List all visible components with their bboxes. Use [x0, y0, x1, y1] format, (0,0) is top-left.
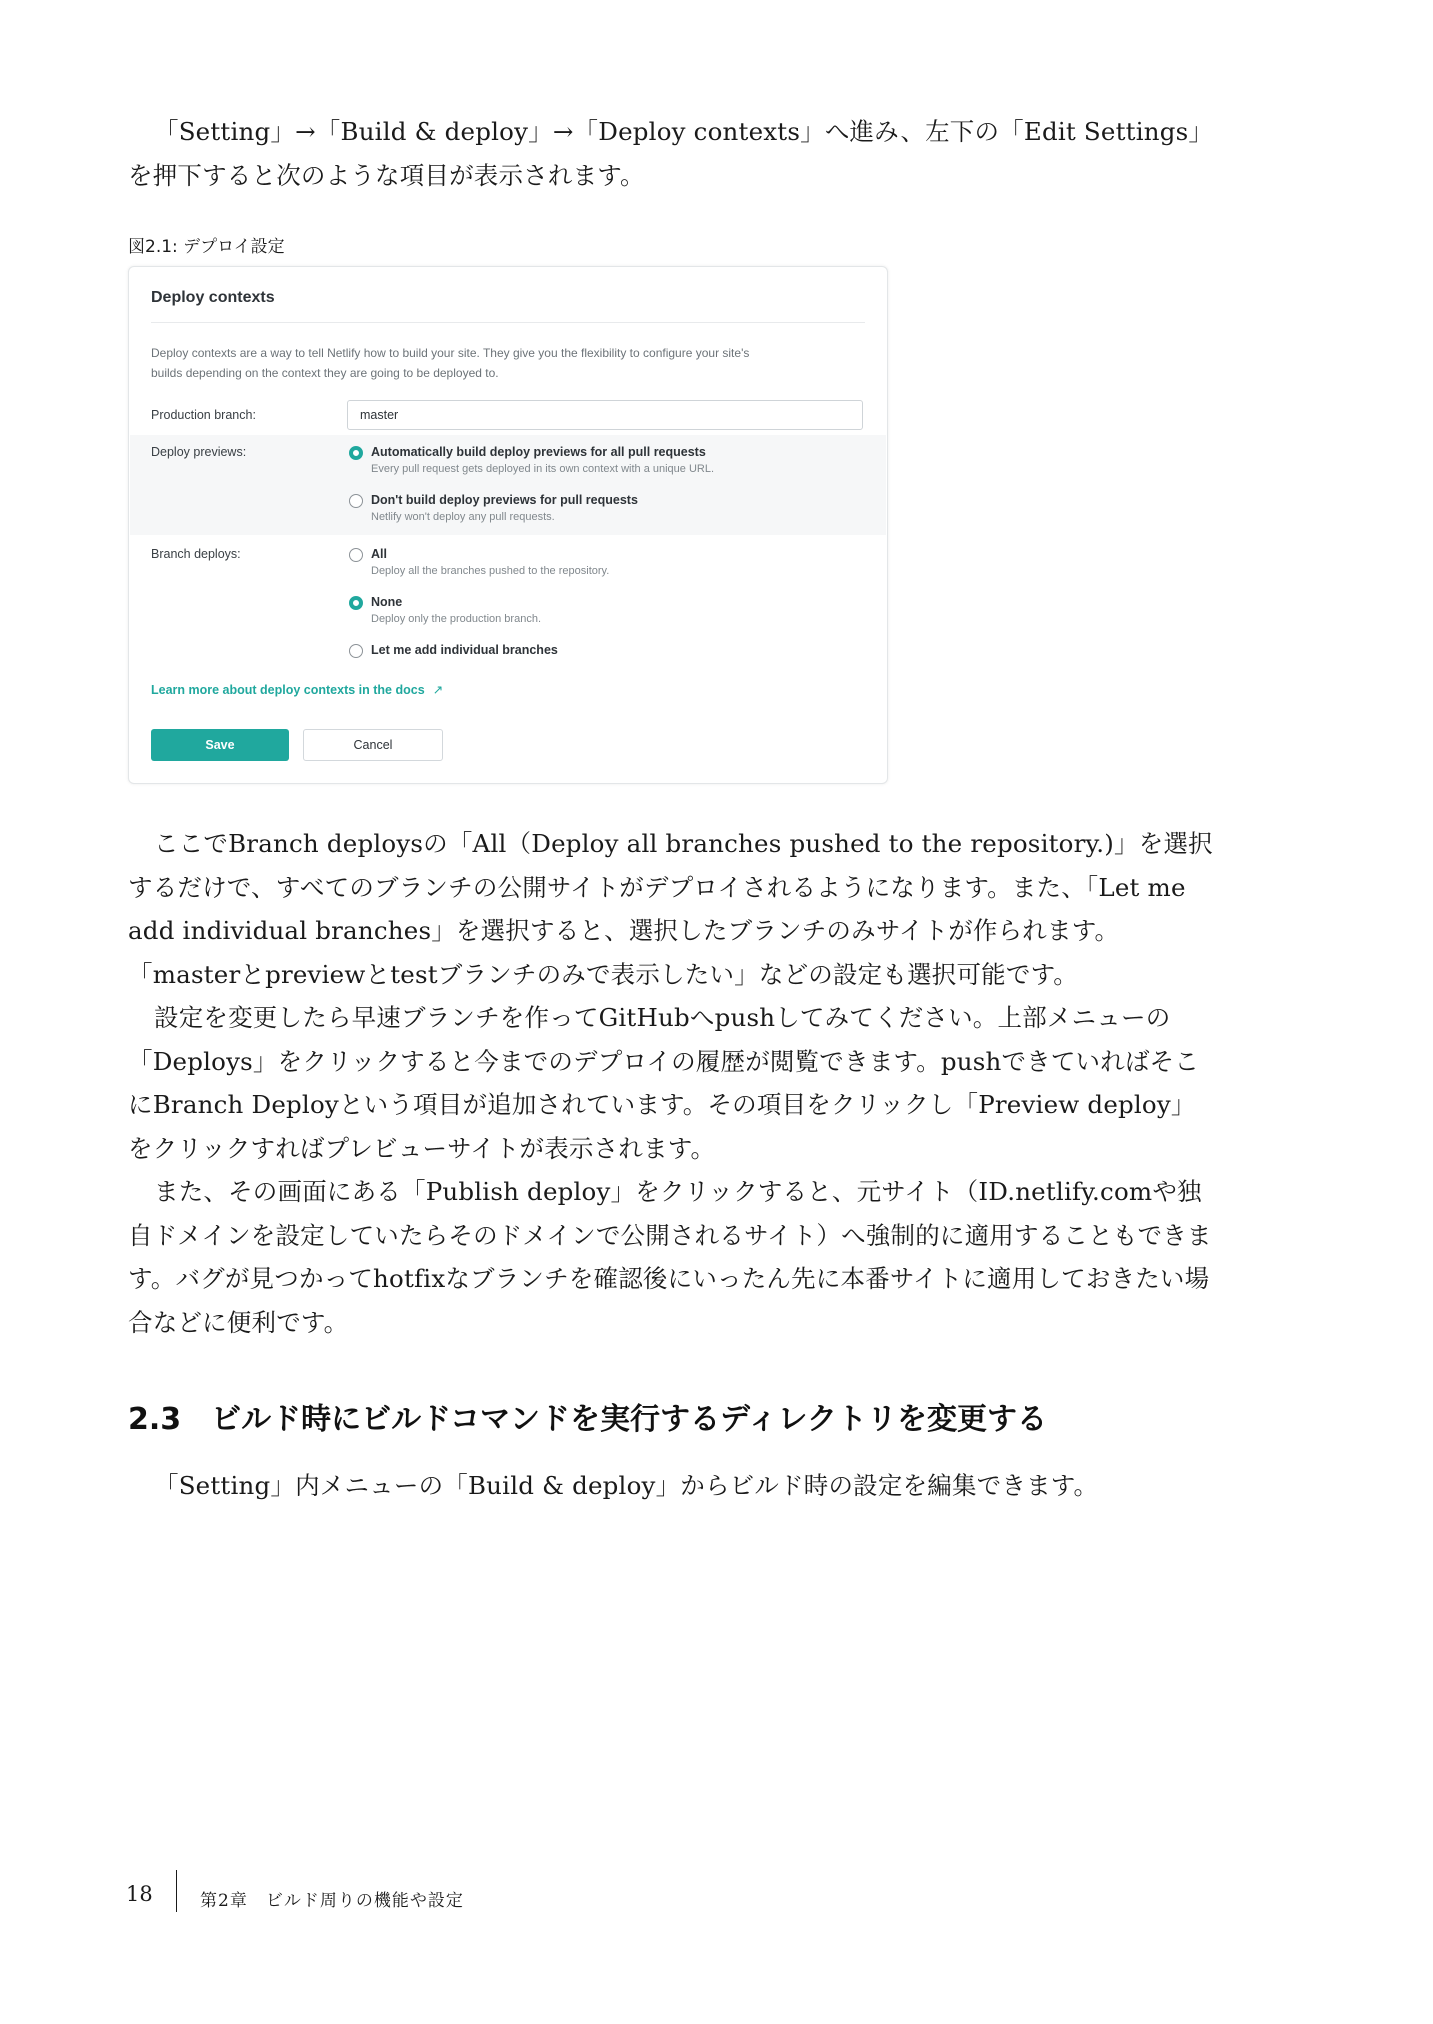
option-title: None	[371, 595, 403, 609]
learn-more-text[interactable]: Learn more about deploy contexts in the docs	[151, 683, 425, 697]
option-description: Deploy all the branches pushed to the repository.	[371, 565, 610, 577]
option-title: All	[371, 547, 387, 561]
radio-selected-icon[interactable]	[349, 596, 363, 610]
intro-paragraph: 「Setting」→「Build & deploy」→「Deploy contexts」へ進み、左下の「Edit Settings」を押下すると次のような項目が表示されます。	[128, 117, 1214, 190]
footer-divider	[176, 1870, 177, 1912]
radio-unselected-icon[interactable]	[349, 548, 363, 562]
option-description: Every pull request gets deployed in its own context with a unique URL.	[371, 463, 715, 475]
cancel-button[interactable]: Cancel	[303, 729, 443, 761]
page-number: 18	[126, 1882, 153, 1906]
option-description: Deploy only the production branch.	[371, 613, 541, 625]
branch-deploys-label: Branch deploys:	[151, 547, 241, 561]
option-title: Don't build deploy previews for pull requests	[371, 493, 638, 507]
option-title: Let me add individual branches	[371, 643, 558, 657]
deploy-contexts-figure	[128, 266, 888, 784]
deploys-history-paragraph: 設定を変更したら早速ブランチを作ってGitHubへpushしてみてください。上部メニューの「Deploys」をクリックすると今までのデプロイの履歴が閲覧できます。pushできていればそこにBranch Deployという項目が追加されています。その項目をクリックし「Preview deploy」をクリックすればプレビューサイトが表示されます。	[128, 1003, 1200, 1163]
figure-caption: 図2.1: デプロイ設定	[128, 237, 285, 257]
panel-title: Deploy contexts	[151, 289, 275, 306]
chapter-title: 第2章 ビルド周りの機能や設定	[200, 1891, 464, 1911]
radio-unselected-icon[interactable]	[349, 494, 363, 508]
deploy-previews-label: Deploy previews:	[151, 445, 247, 459]
radio-selected-icon[interactable]	[349, 446, 363, 460]
section-heading	[128, 1394, 1047, 1438]
radio-unselected-icon[interactable]	[349, 644, 363, 658]
external-link-arrow-icon: ↗	[432, 683, 444, 697]
publish-deploy-paragraph: また、その画面にある「Publish deploy」をクリックすると、元サイト（ID.netlify.comや独自ドメインを設定していたらそのドメインで公開されるサイト）へ強制的に適用することもできます。バグが見つかってhotfixなブランチを確認後にいったん先に本番サイトに適用しておきたい場合などに便利です。	[128, 1177, 1212, 1337]
option-description: Netlify won't deploy any pull requests.	[371, 511, 555, 523]
option-title: Automatically build deploy previews for all pull requests	[371, 445, 706, 459]
panel-description: Deploy contexts are a way to tell Netlify how to build your site. They give you the flexibility to configure your site's builds depending on the context they are going to be deployed to.	[151, 346, 750, 380]
build-settings-paragraph: 「Setting」内メニューの「Build & deploy」からビルド時の設定を編集できます。	[154, 1471, 1099, 1500]
panel-divider	[151, 322, 865, 323]
save-button[interactable]: Save	[151, 729, 289, 761]
branch-deploys-paragraph: ここでBranch deploysの「All（Deploy all branches pushed to the repository.)」を選択するだけで、すべてのブランチの公開サイトがデプロイされるようになります。また、「Let me add individual branches」を選択すると、選択したブランチのみサイトが作られます。「masterとpreviewとtestブランチのみで表示したい」などの設定も選択可能です。	[128, 829, 1213, 989]
learn-more-link[interactable]	[151, 682, 443, 697]
production-branch-input[interactable]: master	[347, 400, 863, 430]
section-number: 2.3	[128, 1402, 182, 1437]
production-branch-label: Production branch:	[151, 408, 256, 422]
section-title: ビルド時にビルドコマンドを実行するディレクトリを変更する	[211, 1402, 1047, 1437]
